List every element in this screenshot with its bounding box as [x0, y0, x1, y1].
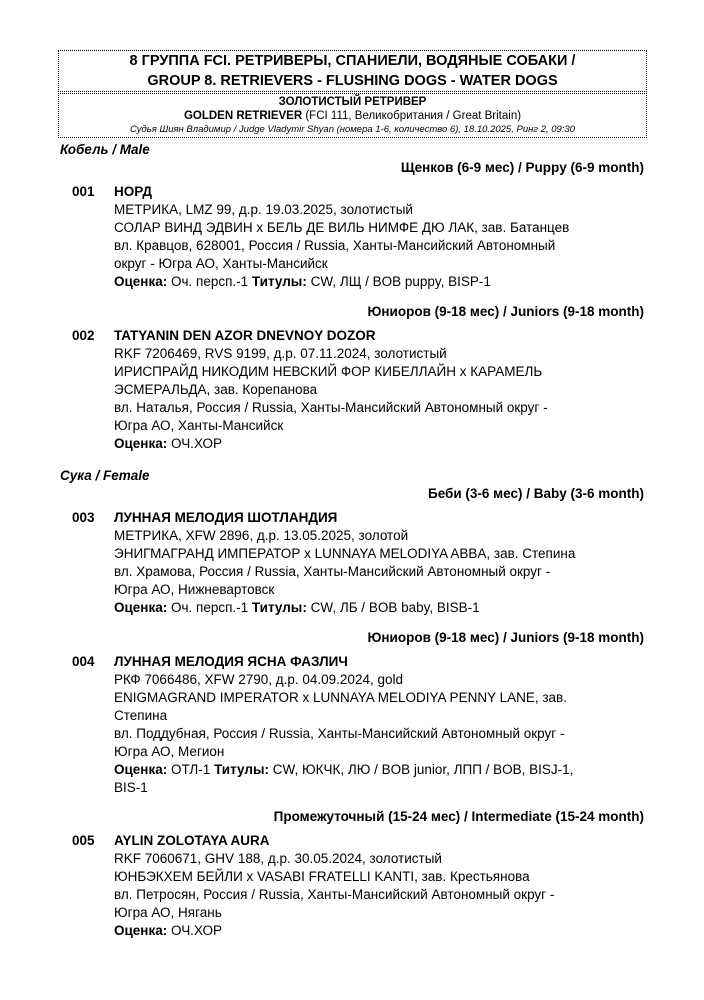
entry-line: вл. Храмова, Россия / Russia, Ханты-Мансийский Автономный округ -	[114, 564, 551, 579]
entry-line: вл. Поддубная, Россия / Russia, Ханты-Мансийский Автономный округ -	[114, 726, 565, 741]
grade-line	[114, 435, 652, 453]
titles-value: CW, ЛЩ / BOB puppy, BISP-1	[306, 274, 491, 289]
group-header	[58, 50, 647, 92]
entry-number: 004	[72, 654, 95, 669]
sex-heading-female: Сука / Female	[60, 468, 150, 483]
breed-details: (FCI 111, Великобритания / Great Britain)	[302, 110, 522, 122]
entry-line: ЮНБЭКХЕМ БЕЙЛИ х VASABI FRATELLI KANTI, зав. Крестьянова	[114, 869, 530, 884]
grade-line	[114, 922, 652, 940]
entry-number: 002	[72, 328, 95, 343]
dog-name: НОРД	[114, 184, 153, 199]
entry-003	[72, 509, 652, 617]
entry-line: Югра АО, Нижневартовск	[114, 582, 275, 597]
entry-line: Югра АО, Мегион	[114, 744, 225, 759]
breed-name-en: GOLDEN RETRIEVER	[183, 110, 303, 122]
entry-line: RKF 7206469, RVS 9199, д.р. 07.11.2024, золотистый	[114, 346, 447, 361]
entry-line: СОЛАР ВИНД ЭДВИН х БЕЛЬ ДЕ ВИЛЬ НИМФЕ ДЮ ЛАК, зав. Батанцев	[114, 220, 570, 235]
entry-line: Югра АО, Ханты-Мансийск	[114, 418, 284, 433]
dog-name: ЛУННАЯ МЕЛОДИЯ ШОТЛАНДИЯ	[114, 510, 338, 525]
grade-value: Оч. персп.-1	[167, 600, 252, 615]
class-heading: Юниоров (9-18 мес) / Juniors (9-18 month)	[367, 304, 644, 319]
titles-continuation: BIS-1	[114, 780, 148, 795]
entry-line: МЕТРИКА, XFW 2896, д.р. 13.05.2025, золотой	[114, 528, 409, 543]
grade-line	[114, 599, 652, 617]
dog-name: ЛУННАЯ МЕЛОДИЯ ЯСНА ФАЗЛИЧ	[114, 654, 348, 669]
group-title-en: GROUP 8. RETRIEVERS - FLUSHING DOGS - WATER DOGS	[147, 73, 558, 89]
grade-line	[114, 273, 652, 291]
dog-name: TATYANIN DEN AZOR DNEVNOY DOZOR	[114, 328, 376, 343]
entry-line: RKF 7060671, GHV 188, д.р. 30.05.2024, золотистый	[114, 851, 442, 866]
grade-value: Оч. персп.-1	[167, 274, 252, 289]
titles-label: Титулы:	[214, 762, 269, 777]
entry-number: 005	[72, 833, 95, 848]
entry-004	[72, 653, 652, 797]
entry-line: вл. Петросян, Россия / Russia, Ханты-Мансийский Автономный округ -	[114, 887, 555, 902]
grade-label: Оценка:	[114, 274, 168, 289]
entry-line: округ - Югра АО, Ханты-Мансийск	[114, 256, 328, 271]
breed-header	[58, 93, 647, 138]
entry-line: ЭСМЕРАЛЬДА, зав. Корепанова	[114, 382, 318, 397]
judge-info: Судья Шиян Владимир / Judge Vladymir Shyan (номера 1-6, количество 6), 18.10.2025, Ринг 2, 09:30	[129, 124, 575, 135]
grade-value: ОЧ.ХОР	[167, 436, 222, 451]
entry-line: вл. Наталья, Россия / Russia, Ханты-Мансийский Автономный округ -	[114, 400, 548, 415]
titles-value: CW, ЛБ / BOB baby, BISB-1	[306, 600, 480, 615]
grade-label: Оценка:	[114, 600, 168, 615]
entry-line: МЕТРИКА, LMZ 99, д.р. 19.03.2025, золотистый	[114, 202, 413, 217]
sex-heading-male: Кобель / Male	[60, 142, 150, 157]
entry-005	[72, 832, 652, 940]
entry-number: 001	[72, 184, 95, 199]
entry-002	[72, 327, 652, 453]
class-heading: Промежуточный (15-24 мес) / Intermediate (15-24 month)	[273, 809, 644, 824]
titles-label: Титулы:	[251, 600, 307, 615]
breed-name-en-line	[59, 109, 646, 123]
breed-name-ru: ЗОЛОТИСТЫЙ РЕТРИВЕР	[278, 96, 427, 108]
entry-number: 003	[72, 510, 95, 525]
grade-line	[114, 761, 652, 779]
entry-line: Степина	[114, 708, 168, 723]
titles-value: CW, ЮКЧК, ЛЮ / BOB junior, ЛПП / BOB, BISJ-1,	[268, 762, 574, 777]
group-title-ru: 8 ГРУППА FCI. РЕТРИВЕРЫ, СПАНИЕЛИ, ВОДЯНЫЕ СОБАКИ /	[129, 53, 576, 69]
entry-line: Югра АО, Нягань	[114, 905, 222, 920]
class-heading: Щенков (6-9 мес) / Puppy (6-9 month)	[400, 160, 644, 175]
grade-label: Оценка:	[114, 923, 168, 938]
entry-line: вл. Кравцов, 628001, Россия / Russia, Ханты-Мансийский Автономный	[114, 238, 556, 253]
grade-label: Оценка:	[114, 762, 168, 777]
dog-name: AYLIN ZOLOTAYA AURA	[114, 833, 270, 848]
class-heading: Юниоров (9-18 мес) / Juniors (9-18 month)	[367, 630, 644, 645]
entry-line: РКФ 7066486, XFW 2790, д.р. 04.09.2024, gold	[114, 672, 403, 687]
grade-value: ОЧ.ХОР	[167, 923, 222, 938]
entry-line: ЭНИГМАГРАНД ИМПЕРАТОР х LUNNAYA MELODIYA ABBA, зав. Степина	[114, 546, 576, 561]
grade-label: Оценка:	[114, 436, 168, 451]
grade-value: ОТЛ-1	[167, 762, 215, 777]
class-heading: Беби (3-6 мес) / Baby (3-6 month)	[427, 486, 644, 501]
titles-label: Титулы:	[251, 274, 307, 289]
entry-line: ENIGMAGRAND IMPERATOR х LUNNAYA MELODIYA PENNY LANE, зав.	[114, 690, 567, 705]
entry-001	[72, 183, 652, 291]
entry-line: ИРИСПРАЙД НИКОДИМ НЕВСКИЙ ФОР КИБЕЛЛАЙН х КАРАМЕЛЬ	[114, 364, 543, 379]
